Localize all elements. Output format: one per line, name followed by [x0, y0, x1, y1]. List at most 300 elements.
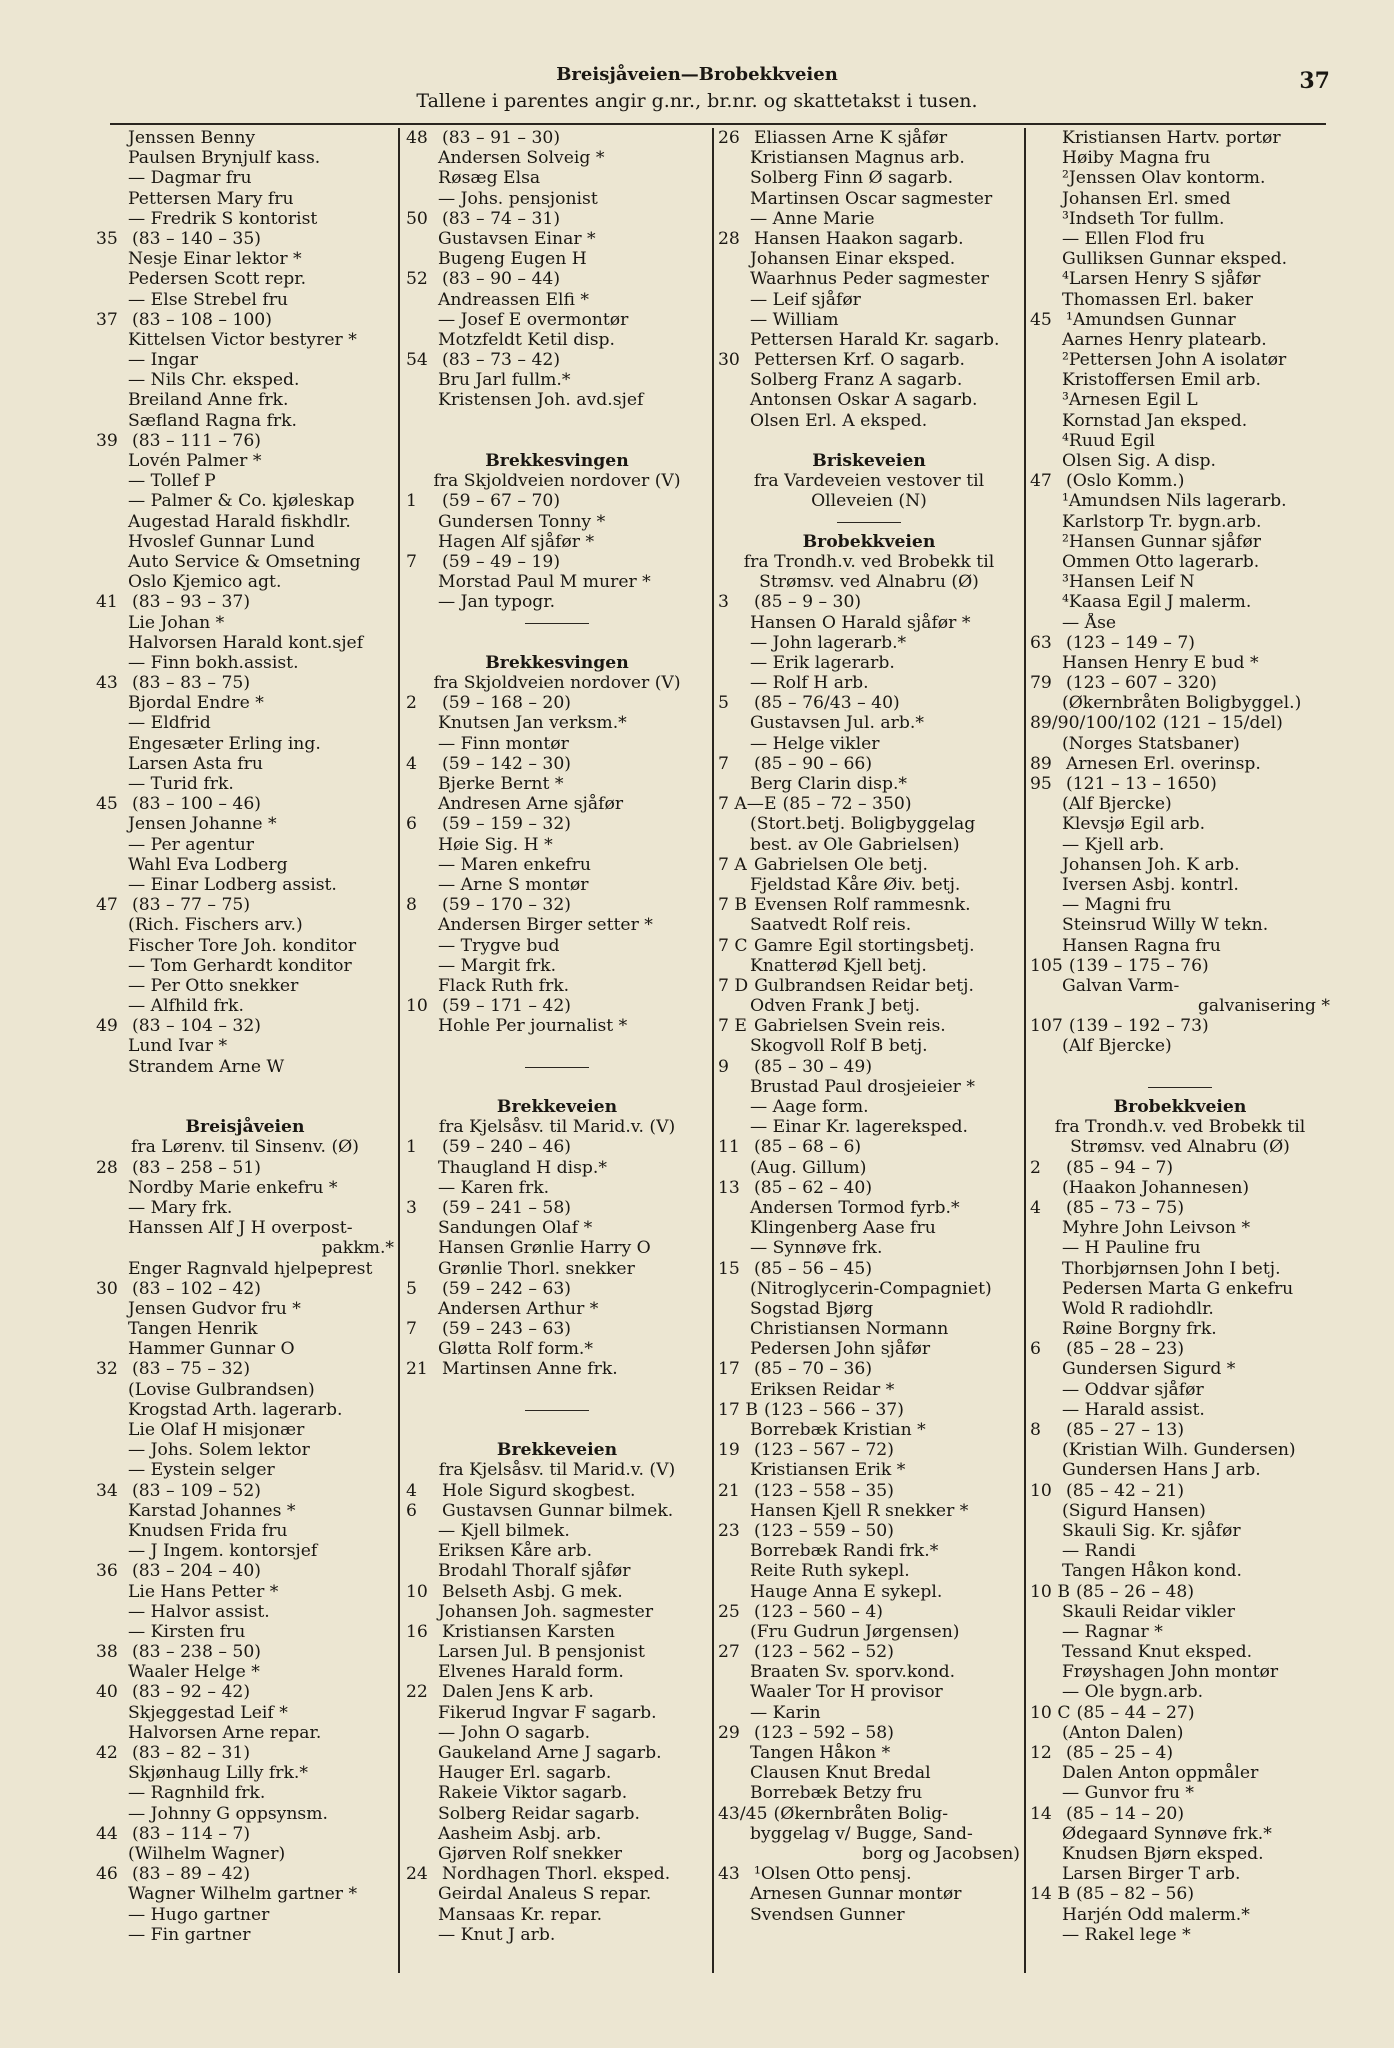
street-route: fra Kjelsåsv. til Marid.v. (V)	[438, 1117, 676, 1138]
house-number: 13	[718, 1177, 740, 1198]
resident-entry: Solberg Reidar sagarb.	[438, 1803, 641, 1824]
address-line	[718, 1016, 1020, 1036]
house-number: 2	[1030, 1157, 1041, 1178]
address-line	[96, 229, 394, 249]
resident-entry: Johansen Joh. sagmester	[438, 1601, 654, 1622]
house-number: 43	[718, 1864, 740, 1885]
street-heading: Brekkeveien	[496, 1440, 618, 1461]
resident-entry: Hansen Ragna fru	[1062, 935, 1221, 956]
address-text: Kristiansen Karsten	[442, 1621, 615, 1642]
address-line	[1030, 754, 1330, 774]
house-number: 47	[96, 895, 118, 916]
resident-entry: Sogstad Bjørg	[750, 1298, 874, 1319]
address-text: (83 – 140 – 35)	[132, 228, 261, 249]
house-number: 22	[406, 1682, 428, 1703]
resident-entry: — Ragnhild frk.	[128, 1783, 266, 1804]
house-number: 46	[96, 1864, 118, 1885]
spacer	[718, 431, 1020, 451]
resident-entry: Braaten Sv. sporv.kond.	[750, 1662, 956, 1683]
resident-entry: — Synnøve frk.	[750, 1238, 883, 1259]
resident-entry: Tessand Knut eksped.	[1062, 1642, 1253, 1663]
resident-entry: — Per Otto snekker	[128, 975, 299, 996]
address-line	[718, 229, 1020, 249]
address-text: (123 – 149 – 7)	[1066, 632, 1195, 653]
house-number: 37	[96, 309, 118, 330]
address-text: (83 – 100 – 46)	[132, 794, 261, 815]
address-text: (85 – 42 – 21)	[1066, 1480, 1185, 1501]
resident-entry: Svendsen Gunner	[750, 1904, 905, 1925]
house-number: 4	[406, 1480, 417, 1501]
address-line	[406, 1622, 708, 1642]
resident-entry: Waarhnus Peder sagmester	[750, 269, 989, 290]
address-line	[96, 1481, 394, 1501]
resident-entry: Motzfeldt Ketil disp.	[438, 329, 616, 350]
street-heading: Brekkesvingen	[485, 451, 629, 471]
resident-entry: — Nils Chr. eksped.	[128, 370, 300, 391]
resident-entry: Hansen Kjell R snekker *	[750, 1500, 969, 1521]
column-3	[718, 128, 1020, 1925]
spacer	[96, 1097, 394, 1117]
address-text: (83 – 104 – 32)	[132, 1016, 261, 1037]
resident-entry: — J Ingem. kontorsjef	[128, 1541, 318, 1562]
resident-entry: — Erik lagerarb.	[750, 652, 895, 673]
address-text: (83 – 74 – 31)	[442, 208, 561, 229]
address-text: (83 – 111 – 76)	[132, 430, 261, 451]
address-line	[718, 976, 1020, 996]
address-text: Arnesen Erl. overinsp.	[1066, 753, 1261, 774]
address-line	[718, 1602, 1020, 1622]
address-line	[96, 1824, 394, 1844]
street-route: Strømsv. ved Alnabru (Ø)	[759, 572, 979, 593]
house-number: 1	[406, 491, 417, 512]
street-route: fra Trondh.v. ved Brobekk til	[743, 551, 995, 572]
address-line	[1030, 713, 1330, 733]
house-number: 50	[406, 208, 428, 229]
resident-entry: Kristiansen Erik *	[750, 1460, 906, 1481]
resident-entry: — Eystein selger	[128, 1460, 275, 1481]
resident-entry: Hanssen Alf J H overpost-	[128, 1218, 353, 1239]
resident-entry: ³Arnesen Egil L	[1062, 390, 1198, 411]
resident-entry: Hansen O Harald sjåfør *	[750, 612, 971, 633]
address-line	[96, 1359, 394, 1379]
resident-entry: Reite Ruth sykepl.	[750, 1561, 910, 1582]
house-number: 21	[718, 1480, 740, 1501]
street-heading: Brobekkveien	[1113, 1097, 1247, 1117]
resident-entry: Skjønhaug Lilly frk.*	[128, 1763, 308, 1784]
resident-entry: Steinsrud Willy W tekn.	[1062, 915, 1269, 936]
house-number: 9	[718, 1056, 729, 1077]
resident-entry: (Nitroglycerin-Compagniet)	[750, 1278, 992, 1299]
street-route: fra Skjoldveien nordover (V)	[433, 673, 681, 694]
resident-entry: Enger Ragnvald hjelpeprest	[128, 1258, 373, 1279]
resident-entry: Waaler Helge *	[128, 1662, 260, 1683]
house-number: 3	[718, 592, 729, 613]
house-number: 24	[406, 1864, 428, 1885]
header-rule	[110, 123, 1326, 125]
resident-entry: Krogstad Arth. lagerarb.	[128, 1399, 343, 1420]
resident-entry: — Hugo gartner	[128, 1904, 270, 1925]
address-line	[406, 814, 708, 834]
resident-entry: Gundersen Tonny *	[438, 511, 606, 532]
house-number: 27	[718, 1642, 740, 1663]
address-text: (123 – 566 – 37)	[763, 1399, 904, 1420]
address-line	[96, 592, 394, 612]
resident-entry: (Alf Bjercke)	[1062, 1036, 1172, 1057]
address-line	[96, 1561, 394, 1581]
resident-entry: — Finn montør	[438, 733, 569, 754]
address-line	[96, 1158, 394, 1178]
resident-entry: — Ellen Flod fru	[1062, 228, 1205, 249]
resident-entry: — Fin gartner	[128, 1924, 251, 1945]
address-line	[1030, 1884, 1330, 1904]
resident-entry: — H Pauline fru	[1062, 1238, 1201, 1259]
house-number: 14 B	[1030, 1884, 1070, 1905]
resident-entry: Aarnes Henry platearb.	[1062, 329, 1267, 350]
resident-entry: Larsen Birger T arb.	[1062, 1864, 1241, 1885]
address-line	[406, 209, 708, 229]
house-number: 43/45	[718, 1803, 768, 1824]
address-line	[96, 1279, 394, 1299]
house-number: 95	[1030, 774, 1052, 794]
resident-entry: Gløtta Rolf form.*	[438, 1339, 593, 1360]
address-text: (Økernbråten Bolig-	[773, 1803, 949, 1824]
resident-entry: — Josef E overmontør	[438, 309, 629, 330]
resident-entry: ³Indseth Tor fullm.	[1062, 208, 1225, 229]
resident-entry: Røine Borgny frk.	[1062, 1319, 1217, 1340]
column-1	[96, 128, 394, 1945]
address-text: (85 – 27 – 13)	[1066, 1420, 1185, 1440]
address-text: (85 – 76/43 – 40)	[754, 693, 900, 714]
house-number: 7 E	[718, 1016, 747, 1037]
resident-entry: Wold R radiohdlr.	[1062, 1298, 1214, 1319]
resident-entry: Kristiansen Magnus arb.	[750, 148, 965, 169]
address-text: (83 – 77 – 75)	[132, 895, 251, 916]
spacer	[1030, 1057, 1330, 1077]
address-text: (85 – 26 – 48)	[1075, 1581, 1195, 1602]
resident-entry: Auto Service & Omsetning	[128, 551, 361, 572]
house-number: 12	[1030, 1743, 1052, 1763]
address-text: Eliassen Arne K sjåfør	[754, 128, 948, 148]
resident-entry: Solberg Finn Ø sagarb.	[750, 168, 954, 189]
house-number: 43	[96, 673, 118, 694]
resident-entry: — Palmer & Co. kjøleskap	[128, 491, 355, 512]
address-line	[1030, 471, 1330, 491]
address-line	[406, 693, 708, 713]
house-number: 11	[718, 1137, 740, 1158]
section-separator	[1030, 1077, 1330, 1097]
resident-entry: Arnesen Gunnar montør	[750, 1884, 962, 1905]
resident-entry: Strandem Arne W	[128, 1056, 285, 1077]
address-line	[718, 1259, 1020, 1279]
section-separator	[406, 613, 708, 633]
house-number: 7	[406, 1319, 417, 1340]
house-number: 1	[406, 1137, 417, 1158]
resident-entry: — Karin	[750, 1702, 821, 1723]
resident-entry: — John O sagarb.	[438, 1722, 591, 1743]
resident-entry: Antonsen Oskar A sagarb.	[750, 390, 978, 411]
resident-entry: Hauger Erl. sagarb.	[438, 1763, 612, 1784]
address-line	[1030, 1743, 1330, 1763]
resident-entry: — Rakel lege *	[1062, 1924, 1191, 1945]
resident-entry: Bugeng Eugen H	[438, 249, 587, 270]
resident-entry: ⁴Kaasa Egil J malerm.	[1062, 592, 1252, 613]
resident-entry: Nesje Einar lektor *	[128, 249, 302, 270]
resident-entry: — Leif sjåfør	[750, 289, 861, 310]
address-text: (83 – 93 – 37)	[132, 592, 251, 613]
address-text: (83 – 89 – 42)	[132, 1864, 251, 1885]
house-number: 8	[406, 895, 417, 916]
address-line	[718, 1137, 1020, 1157]
resident-entry: Fischer Tore Joh. konditor	[128, 935, 357, 956]
entry-continuation: pakkm.*	[321, 1238, 394, 1259]
resident-entry: Kristensen Joh. avd.sjef	[438, 390, 644, 411]
resident-entry: Karlstorp Tr. bygn.arb.	[1062, 511, 1262, 532]
section-separator	[406, 1057, 708, 1077]
resident-entry: — Jan typogr.	[438, 592, 556, 613]
house-number: 38	[96, 1642, 118, 1663]
house-number: 79	[1030, 673, 1052, 694]
address-line	[718, 794, 1020, 814]
address-line	[1030, 1339, 1330, 1359]
address-text: (83 – 258 – 51)	[132, 1157, 261, 1178]
resident-entry: (Wilhelm Wagner)	[128, 1843, 286, 1864]
address-text: (85 – 73 – 75)	[1066, 1197, 1185, 1218]
spacer	[406, 1380, 708, 1400]
resident-entry: Breiland Anne frk.	[128, 390, 289, 411]
entry-continuation: galvanisering *	[1197, 996, 1330, 1017]
house-number: 10	[1030, 1480, 1052, 1501]
address-text: (123 – 567 – 72)	[754, 1440, 894, 1461]
address-text: (83 – 82 – 31)	[132, 1743, 251, 1763]
resident-entry: Thaugland H disp.*	[438, 1157, 607, 1178]
address-line	[1030, 1582, 1330, 1602]
resident-entry: — Johs. pensjonist	[438, 188, 598, 209]
house-number: 14	[1030, 1803, 1052, 1824]
address-text: Dalen Jens K arb.	[442, 1682, 594, 1703]
address-text: (83 – 83 – 75)	[132, 673, 251, 694]
address-text: (83 – 109 – 52)	[132, 1480, 261, 1501]
address-line	[1030, 1703, 1330, 1723]
resident-entry: Galvan Varm-	[1062, 975, 1180, 996]
resident-entry: — Kirsten fru	[128, 1621, 246, 1642]
house-number: 23	[718, 1520, 740, 1541]
house-number: 4	[406, 753, 417, 774]
address-text: Gabrielsen Svein reis.	[754, 1016, 946, 1037]
resident-entry: — Ole bygn.arb.	[1062, 1682, 1204, 1703]
street-heading: Brekkeveien	[496, 1097, 618, 1117]
address-line	[406, 1481, 708, 1501]
street-route: fra Kjelsåsv. til Marid.v. (V)	[438, 1460, 676, 1481]
resident-entry: — Trygve bud	[438, 935, 560, 956]
house-number: 35	[96, 228, 118, 249]
house-number: 105	[1030, 955, 1063, 976]
spacer	[406, 1077, 708, 1097]
resident-entry: — Kjell bilmek.	[438, 1520, 570, 1541]
resident-entry: Hvoslef Gunnar Lund	[128, 531, 315, 552]
address-line	[718, 693, 1020, 713]
address-text: Gustavsen Gunnar bilmek.	[442, 1500, 674, 1521]
house-number: 10	[406, 1581, 428, 1602]
address-line	[406, 754, 708, 774]
spacer	[406, 411, 708, 431]
resident-entry: Solberg Franz A sagarb.	[750, 370, 963, 391]
resident-entry: Wahl Eva Lodberg	[128, 854, 288, 875]
resident-entry: (Kristian Wilh. Gundersen)	[1062, 1440, 1296, 1461]
resident-entry: — John lagerarb.*	[750, 632, 907, 653]
resident-entry: — Knut J arb.	[438, 1924, 556, 1945]
address-text: (83 – 73 – 42)	[442, 350, 561, 371]
address-line	[96, 1864, 394, 1884]
resident-entry: Morstad Paul M murer *	[438, 572, 651, 593]
resident-entry: Elvenes Harald form.	[438, 1662, 624, 1683]
resident-entry: ⁴Larsen Henry S sjåfør	[1062, 269, 1261, 290]
address-line	[406, 1359, 708, 1379]
address-text: (85 – 82 – 56)	[1075, 1884, 1195, 1905]
resident-entry: Waaler Tor H provisor	[750, 1682, 943, 1703]
resident-entry: Oslo Kjemico agt.	[128, 572, 282, 593]
resident-entry: Aasheim Asbj. arb.	[438, 1823, 602, 1844]
resident-entry: (Rich. Fischers arv.)	[128, 915, 303, 936]
resident-entry: Rakeie Viktor sagarb.	[438, 1783, 628, 1804]
address-text: (59 – 49 – 19)	[442, 551, 561, 572]
resident-entry: Halvorsen Harald kont.sjef	[128, 632, 364, 653]
resident-entry: — Alfhild frk.	[128, 996, 244, 1017]
resident-entry: — Arne S montør	[438, 874, 589, 895]
address-text: Pettersen Krf. O sagarb.	[754, 350, 965, 371]
spacer	[406, 633, 708, 653]
house-number: 30	[718, 350, 740, 371]
street-route: fra Trondh.v. ved Brobekk til	[1054, 1117, 1306, 1138]
address-line	[96, 431, 394, 451]
resident-entry: Karstad Johannes *	[128, 1500, 296, 1521]
house-number: 6	[1030, 1339, 1041, 1360]
address-text: (83 – 92 – 42)	[132, 1682, 251, 1703]
house-number: 107	[1030, 1016, 1063, 1037]
address-line	[718, 1057, 1020, 1077]
address-line	[96, 310, 394, 330]
resident-entry: Tangen Henrik	[128, 1319, 258, 1340]
house-number: 32	[96, 1359, 118, 1380]
resident-entry: Hammer Gunnar O	[128, 1339, 295, 1360]
address-text: (139 – 175 – 76)	[1068, 955, 1209, 976]
house-number: 47	[1030, 471, 1052, 492]
resident-entry: Pedersen Marta G enkefru	[1062, 1278, 1294, 1299]
address-text: (59 – 240 – 46)	[442, 1137, 571, 1158]
resident-entry: Klevsjø Egil arb.	[1062, 814, 1206, 835]
resident-entry: — Finn bokh.assist.	[128, 652, 299, 673]
resident-entry: Ommen Otto lagerarb.	[1062, 551, 1260, 572]
page-header-subtitle: Tallene i parentes angir g.nr., br.nr. og skattetakst i tusen.	[416, 90, 978, 112]
resident-entry: Brustad Paul drosjeieier *	[750, 1076, 975, 1097]
address-text: (83 – 114 – 7)	[132, 1823, 251, 1844]
resident-entry: — Maren enkefru	[438, 854, 591, 875]
address-text: (123 – 592 – 58)	[754, 1722, 894, 1743]
resident-entry: (Aug. Gillum)	[750, 1157, 867, 1178]
house-number: 10	[406, 996, 428, 1017]
resident-entry: Berg Clarin disp.*	[750, 774, 908, 794]
resident-entry: — Tom Gerhardt konditor	[128, 955, 352, 976]
address-text: (85 – 44 – 27)	[1076, 1702, 1195, 1723]
resident-entry: — Fredrik S kontorist	[128, 208, 318, 229]
address-text: (123 – 558 – 35)	[754, 1480, 894, 1501]
address-line	[718, 1178, 1020, 1198]
resident-entry: Høie Sig. H *	[438, 834, 553, 855]
resident-entry: Flack Ruth frk.	[438, 975, 570, 996]
resident-entry: Hansen Henry E bud *	[1062, 652, 1259, 673]
address-text: (85 – 9 – 30)	[754, 592, 862, 613]
resident-entry: ⁴Ruud Egil	[1062, 430, 1155, 451]
house-number: 48	[406, 128, 428, 148]
address-line	[718, 754, 1020, 774]
address-text: (59 – 170 – 32)	[442, 895, 571, 916]
resident-entry: Wagner Wilhelm gartner *	[128, 1884, 358, 1905]
house-number: 7 C	[718, 935, 748, 956]
resident-entry: (Norges Statsbaner)	[1062, 733, 1240, 754]
house-number: 34	[96, 1480, 118, 1501]
resident-entry: — Per agentur	[128, 834, 254, 855]
resident-entry: Larsen Jul. B pensjonist	[438, 1642, 645, 1663]
resident-entry: Harjén Odd malerm.*	[1062, 1904, 1250, 1925]
resident-entry: Skogvoll Rolf B betj.	[750, 1036, 928, 1057]
resident-entry: — Oddvar sjåfør	[1062, 1379, 1204, 1400]
resident-entry: Olsen Sig. A disp.	[1062, 451, 1216, 471]
address-text: Gulbrandsen Reidar betj.	[754, 975, 974, 996]
resident-entry: — Aage form.	[750, 1097, 869, 1117]
resident-entry: Halvorsen Arne repar.	[128, 1722, 322, 1743]
entry-continuation: borg og Jacobsen)	[862, 1843, 1020, 1864]
resident-entry: Gundersen Sigurd *	[1062, 1359, 1236, 1380]
house-number: 4	[1030, 1197, 1041, 1218]
resident-entry: Andersen Solveig *	[438, 148, 605, 169]
resident-entry: Geirdal Analeus S repar.	[438, 1884, 652, 1905]
address-text: (85 – 72 – 350)	[782, 794, 912, 815]
resident-entry: Engesæter Erling ing.	[128, 733, 321, 754]
address-text: (59 – 243 – 63)	[442, 1319, 571, 1340]
resident-entry: — Johnny G oppsynsm.	[128, 1803, 328, 1824]
address-line	[406, 1137, 708, 1157]
resident-entry: — Tollef P	[128, 471, 216, 492]
address-line	[1030, 1158, 1330, 1178]
resident-entry: Lie Olaf H misjonær	[128, 1420, 305, 1440]
address-text: (83 – 204 – 40)	[132, 1561, 261, 1582]
resident-entry: — Ragnar *	[1062, 1621, 1163, 1642]
resident-entry: — Randi	[1062, 1541, 1136, 1562]
resident-entry: Borrebæk Betzy fru	[750, 1783, 923, 1804]
resident-entry: (Anton Dalen)	[1062, 1722, 1184, 1743]
house-number: 6	[406, 814, 417, 835]
address-line	[406, 1279, 708, 1299]
resident-entry: Hagen Alf sjåfør *	[438, 531, 595, 552]
resident-entry: Hansen Grønlie Harry O	[438, 1238, 651, 1259]
resident-entry: — Karen frk.	[438, 1177, 550, 1198]
resident-entry: (Alf Bjercke)	[1062, 794, 1172, 815]
house-number: 8	[1030, 1420, 1041, 1440]
resident-entry: Mansaas Kr. repar.	[438, 1904, 603, 1925]
street-route: Strømsv. ved Alnabru (Ø)	[1070, 1137, 1290, 1158]
address-line	[406, 1582, 708, 1602]
address-text: Evensen Rolf rammesnk.	[754, 895, 971, 916]
resident-entry: Martinsen Oscar sagmester	[750, 188, 993, 209]
resident-entry: — Anne Marie	[750, 208, 875, 229]
address-text: Gabrielsen Ole betj.	[754, 854, 928, 875]
address-text: (83 – 90 – 44)	[442, 269, 561, 290]
resident-entry: Borrebæk Kristian *	[750, 1420, 926, 1440]
house-number: 45	[1030, 309, 1052, 330]
spacer	[406, 1420, 708, 1440]
page-number: 37	[1299, 68, 1330, 94]
address-text: (85 – 30 – 49)	[754, 1056, 873, 1077]
address-text: (123 – 562 – 52)	[754, 1642, 894, 1663]
